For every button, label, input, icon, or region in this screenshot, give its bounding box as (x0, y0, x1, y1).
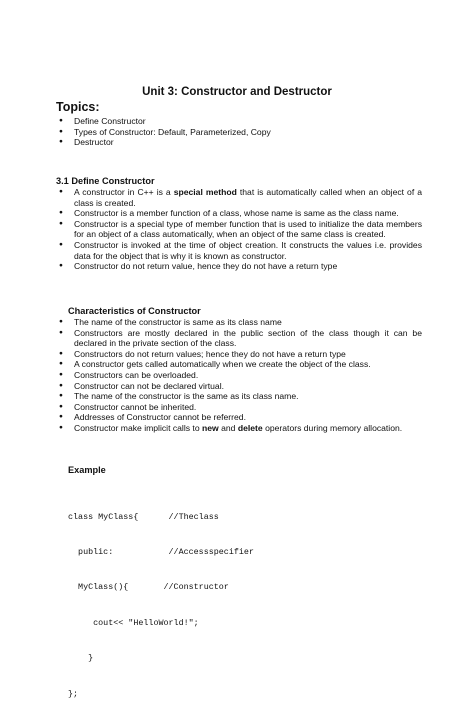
define-constructor-item: ● Constructor is invoked at the time of object creation. It constructs the values i.e. provides data for the object that is why it is known as constructor. (56, 240, 422, 261)
item-text: operators during memory allocation. (262, 422, 403, 433)
topics-list-item: ● Destructor (56, 137, 426, 148)
code-block (68, 488, 254, 724)
characteristics-item: ● Constructors can be overloaded. (56, 370, 422, 381)
characteristics-item: ● A constructor gets called automatically when we create the object of the class. (56, 359, 422, 370)
characteristics-item: ● Constructor can not be declared virtual. (56, 381, 422, 392)
code-line: } (68, 653, 94, 664)
code-line: class MyClass{ //Theclass (68, 511, 219, 522)
topics-list (56, 116, 426, 148)
section-heading-characteristics: Characteristics of Constructor (68, 306, 201, 316)
page-title: Unit 3: Constructor and Destructor (142, 86, 332, 98)
characteristics-item: ● Constructors do not return values; hence they do not have a return type (56, 349, 422, 360)
code-line: MyClass(){ //Constructor (68, 582, 229, 593)
characteristics-list (56, 317, 422, 434)
item-text: that is automatically called when an object of a class is created. (74, 187, 423, 208)
define-constructor-item: ● Constructor do not return value, hence they do not have a return type (56, 261, 422, 272)
characteristics-item: ● Constructors are mostly declared in the public section of the class though it can be declared in the private section of the class. (56, 328, 422, 349)
define-constructor-item: ● Constructor is a special type of member function that is used to initialize the data members for an object of a class automatically, when an object of the same class is created. (56, 219, 422, 240)
characteristics-item: ● The name of the constructor is same as its class name (56, 317, 422, 328)
characteristics-item: ● The name of the constructor is the same as its class name. (56, 391, 422, 402)
characteristics-item: ● Constructor cannot be inherited. (56, 402, 422, 413)
topics-heading: Topics: (56, 100, 100, 114)
characteristics-item: ● Addresses of Constructor cannot be referred. (56, 412, 422, 423)
characteristics-item (56, 423, 422, 434)
topics-list-item: ● Types of Constructor: Default, Parameterized, Copy (56, 127, 426, 138)
item-text: Constructor make implicit calls to (74, 422, 202, 433)
item-bold-text: new (202, 422, 219, 433)
topics-list-item: ● Define Constructor (56, 116, 426, 127)
item-text: A constructor in C++ is a (74, 187, 174, 197)
code-line: cout<< "HelloWorld!"; (68, 617, 199, 628)
example-heading: Example (68, 465, 106, 475)
define-constructor-list (56, 187, 422, 272)
code-line: }; (68, 688, 79, 699)
code-line: public: //Accessspecifier (68, 546, 254, 557)
define-constructor-item (56, 187, 422, 208)
item-bold-text: delete (237, 422, 263, 433)
define-constructor-item: ● Constructor is a member function of a class, whose name is same as the class name. (56, 208, 422, 219)
section-heading-define-constructor: 3.1 Define Constructor (56, 176, 155, 186)
item-bold-text: special method (173, 187, 237, 197)
item-text: and (218, 422, 238, 433)
